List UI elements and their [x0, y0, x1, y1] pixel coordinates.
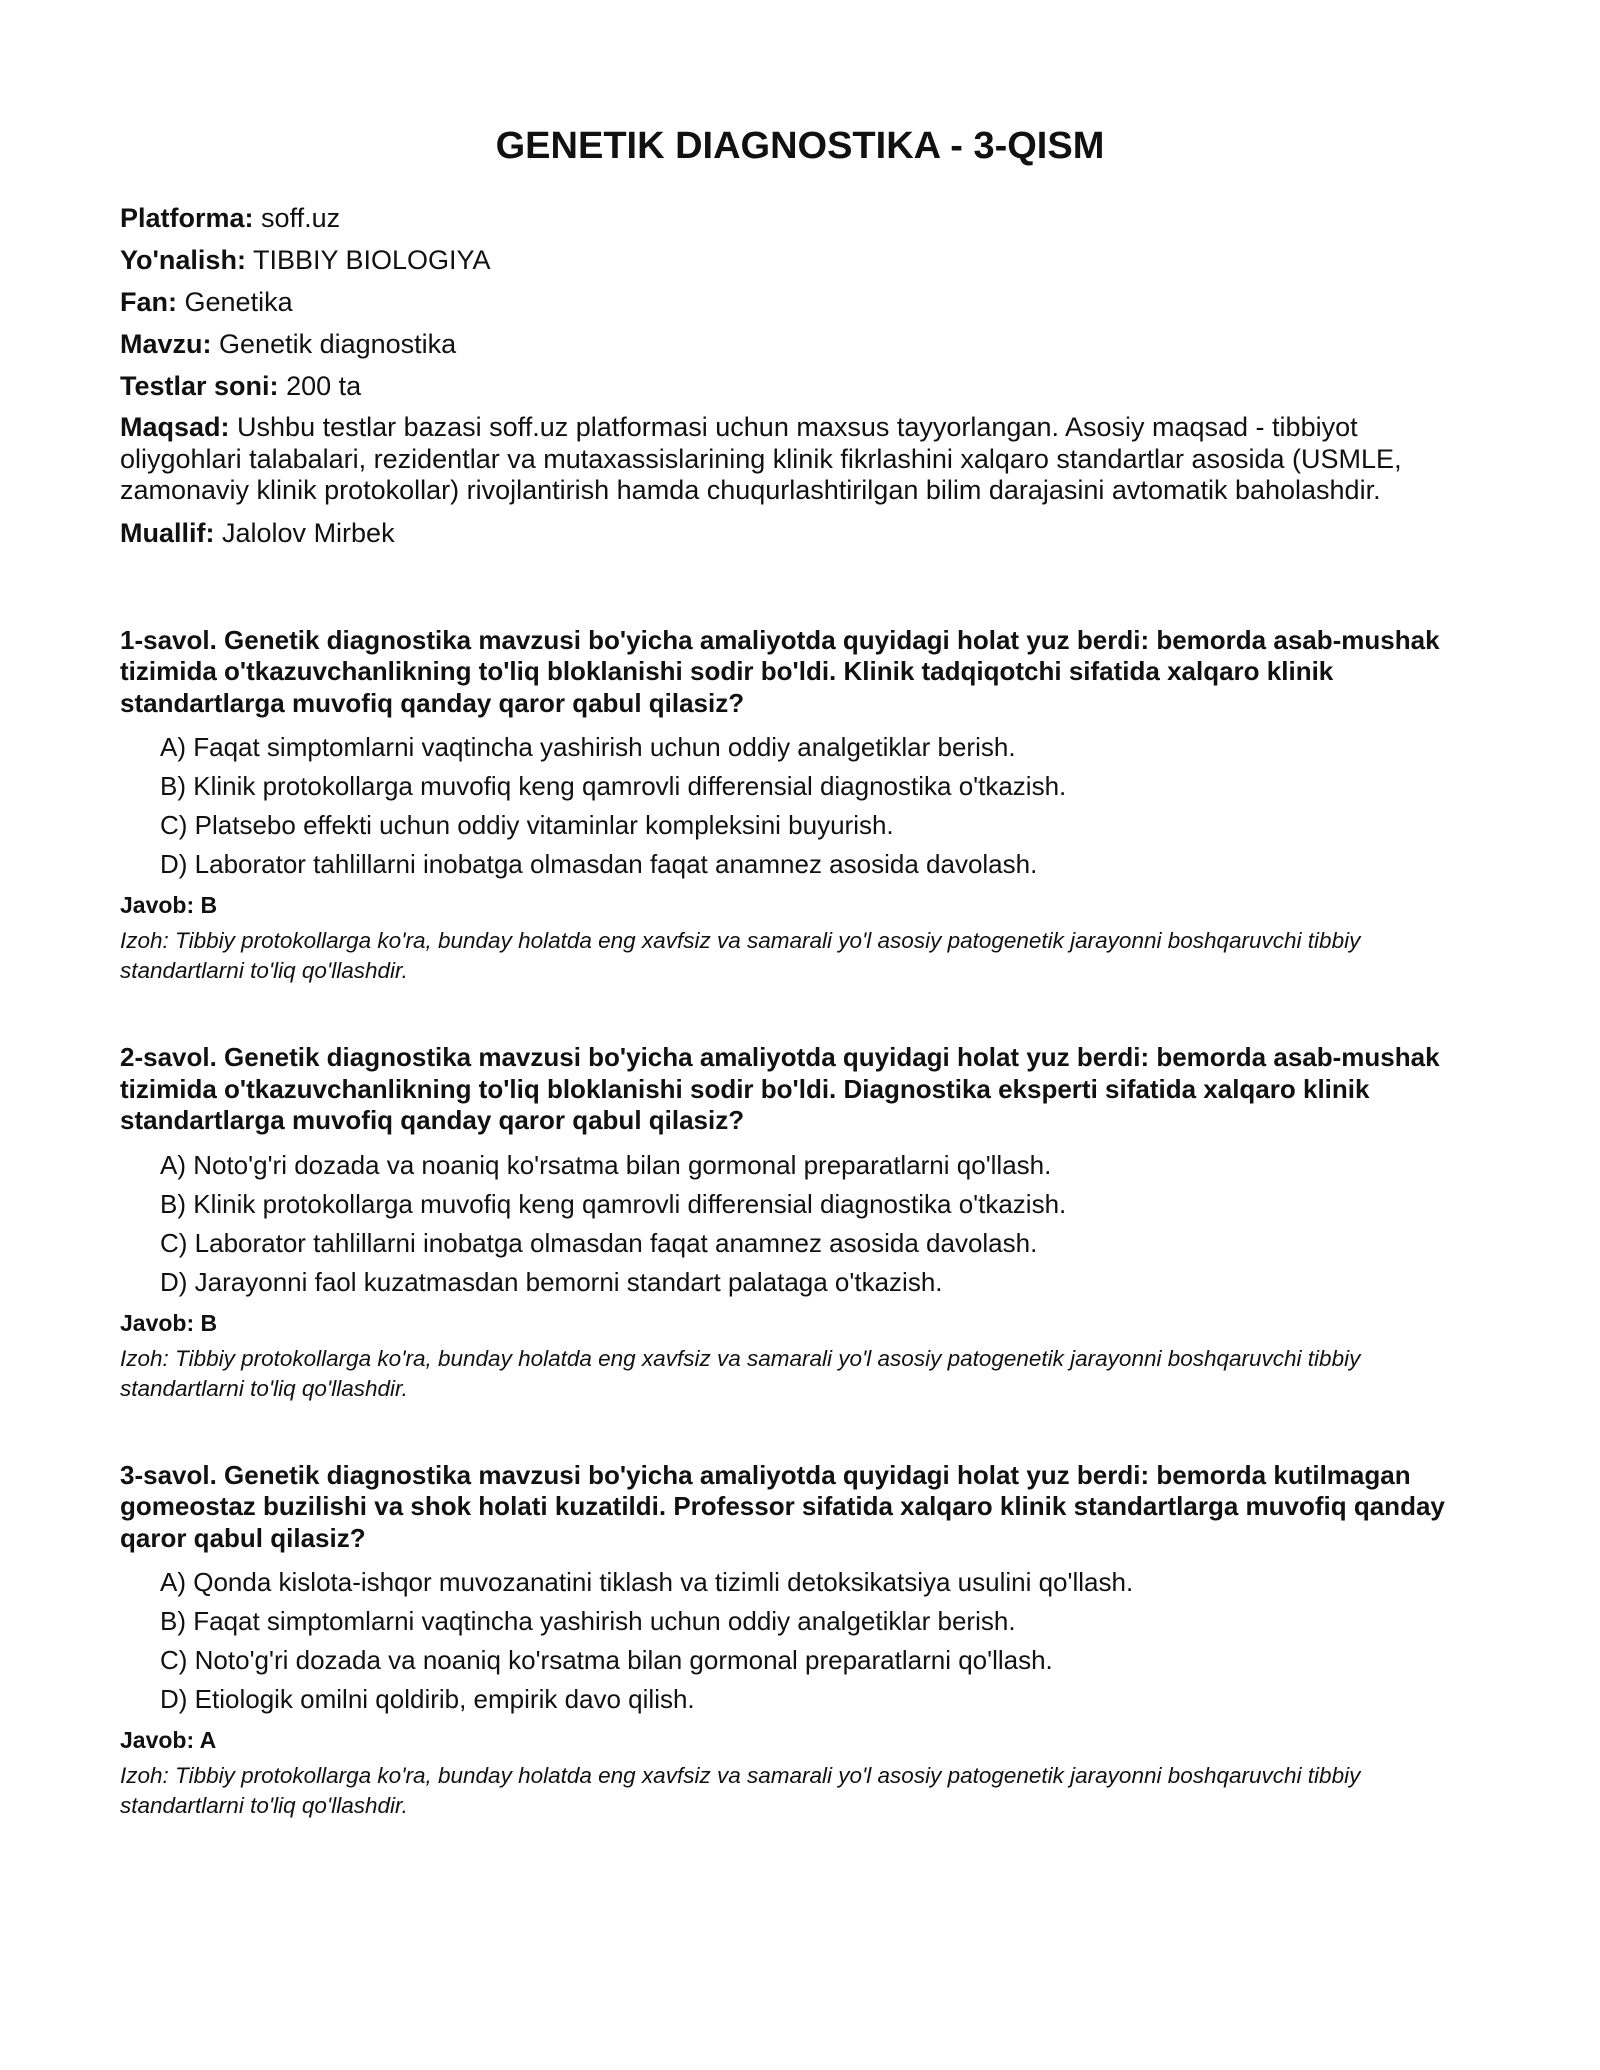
explanation-text: Izoh: Tibbiy protokollarga ko'ra, bunday holatda eng xavfsiz va samarali yo'l asosiy patogenetik jarayonni boshqaruvchi tibbiy standartlarni to'liq qo'llashdir. — [120, 928, 1361, 983]
option-c: C) Laborator tahlillarni inobatga olmasdan faqat anamnez asosida davolash. — [160, 1227, 1038, 1258]
question-block — [120, 1042, 1480, 1404]
meta-direction-label: Yo'nalish: — [120, 245, 246, 275]
option-a: A) Qonda kislota-ishqor muvozanatini tiklash va tizimli detoksikatsiya usulini qo'llash. — [160, 1567, 1134, 1597]
explanation-text: Izoh: Tibbiy protokollarga ko'ra, bunday holatda eng xavfsiz va samarali yo'l asosiy patogenetik jarayonni boshqaruvchi tibbiy standartlarni to'liq qo'llashdir. — [120, 1763, 1361, 1818]
question-text: 1-savol. Genetik diagnostika mavzusi bo'yicha amaliyotda quyidagi holat yuz berdi: bemorda asab-mushak tizimida o'tkazuvchanlikning to'liq bloklanishi sodir bo'ldi. Klinik tadqiqotchi sifatida xalqaro klinik standartlarga muvofiq qanday qaror qabul qilasiz? — [120, 624, 1440, 718]
document-title: GENETIK DIAGNOSTIKA - 3-QISM — [495, 125, 1105, 167]
option-a: A) Noto'g'ri dozada va noaniq ko'rsatma bilan gormonal preparatlarni qo'llash. — [160, 1149, 1052, 1180]
answer-text: Javob: B — [120, 892, 218, 918]
meta-direction-value: TIBBIY BIOLOGIYA — [252, 245, 491, 275]
option-b: B) Klinik protokollarga muvofiq keng qamrovli differensial diagnostika o'tkazish. — [160, 1188, 1067, 1219]
meta-platform-value: soff.uz — [261, 203, 341, 233]
option-b: B) Faqat simptomlarni vaqtincha yashirish uchun oddiy analgetiklar berish. — [160, 1606, 1016, 1636]
question-list — [120, 625, 1480, 1822]
meta-goal-label: Maqsad: — [120, 412, 230, 442]
document-meta — [120, 202, 1480, 549]
option-list — [120, 1566, 1480, 1715]
meta-goal — [120, 412, 1480, 507]
question-text: 3-savol. Genetik diagnostika mavzusi bo'yicha amaliyotda quyidagi holat yuz berdi: bemorda kutilmagan gomeostaz buzilishi va shok holati kuzatildi. Professor sifatida xalqaro klinik standartlarga muvofiq qanday qaror qabul qilasiz? — [120, 1459, 1445, 1553]
option-d: D) Etiologik omilni qoldirib, empirik davo qilish. — [160, 1684, 695, 1714]
question-block — [120, 1460, 1480, 1822]
meta-author-value: Jalolov Mirbek — [222, 517, 395, 548]
meta-goal-value: Ushbu testlar bazasi soff.uz platformasi uchun maxsus tayyorlangan. Asosiy maqsad - tibbiyot oliygohlari talabalari, rezidentlar va mutaxassislarining klinik fikrlashini xalqaro standartlar asosida (USMLE, zamonaviy klinik protokollar) rivojlantirish hamda chuqurlashtirilgan bilim darajasini avtomatik baholashdir. — [120, 412, 1402, 505]
option-list — [120, 1149, 1480, 1298]
answer-text: Javob: B — [120, 1309, 218, 1336]
option-a: A) Faqat simptomlarni vaqtincha yashirish uchun oddiy analgetiklar berish. — [160, 732, 1016, 762]
meta-platform — [120, 202, 1480, 234]
meta-direction — [120, 244, 1480, 276]
meta-topic-label: Mavzu: — [120, 329, 212, 359]
meta-author-label: Muallif: — [120, 517, 215, 548]
question-text: 2-savol. Genetik diagnostika mavzusi bo'yicha amaliyotda quyidagi holat yuz berdi: bemorda asab-mushak tizimida o'tkazuvchanlikning to'liq bloklanishi sodir bo'ldi. Diagnostika eksperti sifatida xalqaro klinik standartlarga muvofiq qanday qaror qabul qilasiz? — [120, 1042, 1440, 1135]
meta-subject-label: Fan: — [120, 287, 177, 317]
option-c: C) Noto'g'ri dozada va noaniq ko'rsatma bilan gormonal preparatlarni qo'llash. — [160, 1645, 1053, 1675]
meta-test-count-value: 200 ta — [286, 371, 362, 401]
meta-author — [120, 517, 1480, 549]
option-b: B) Klinik protokollarga muvofiq keng qamrovli differensial diagnostika o'tkazish. — [160, 771, 1067, 801]
option-d: D) Laborator tahlillarni inobatga olmasdan faqat anamnez asosida davolash. — [160, 849, 1038, 879]
meta-subject — [120, 286, 1480, 318]
meta-test-count-label: Testlar soni: — [120, 371, 279, 401]
question-block — [120, 625, 1480, 987]
option-list — [120, 731, 1480, 880]
document-page — [120, 118, 1480, 1877]
meta-subject-value: Genetika — [184, 287, 293, 317]
meta-topic — [120, 328, 1480, 360]
option-c: C) Platsebo effekti uchun oddiy vitaminlar kompleksini buyurish. — [160, 810, 894, 840]
meta-test-count — [120, 370, 1480, 402]
answer-text: Javob: A — [120, 1727, 217, 1753]
meta-platform-label: Platforma: — [120, 203, 254, 233]
explanation-text: Izoh: Tibbiy protokollarga ko'ra, bunday holatda eng xavfsiz va samarali yo'l asosiy patogenetik jarayonni boshqaruvchi tibbiy standartlarni to'liq qo'llashdir. — [120, 1345, 1361, 1401]
meta-topic-value: Genetik diagnostika — [219, 329, 457, 359]
option-d: D) Jarayonni faol kuzatmasdan bemorni standart palataga o'tkazish. — [160, 1266, 943, 1297]
